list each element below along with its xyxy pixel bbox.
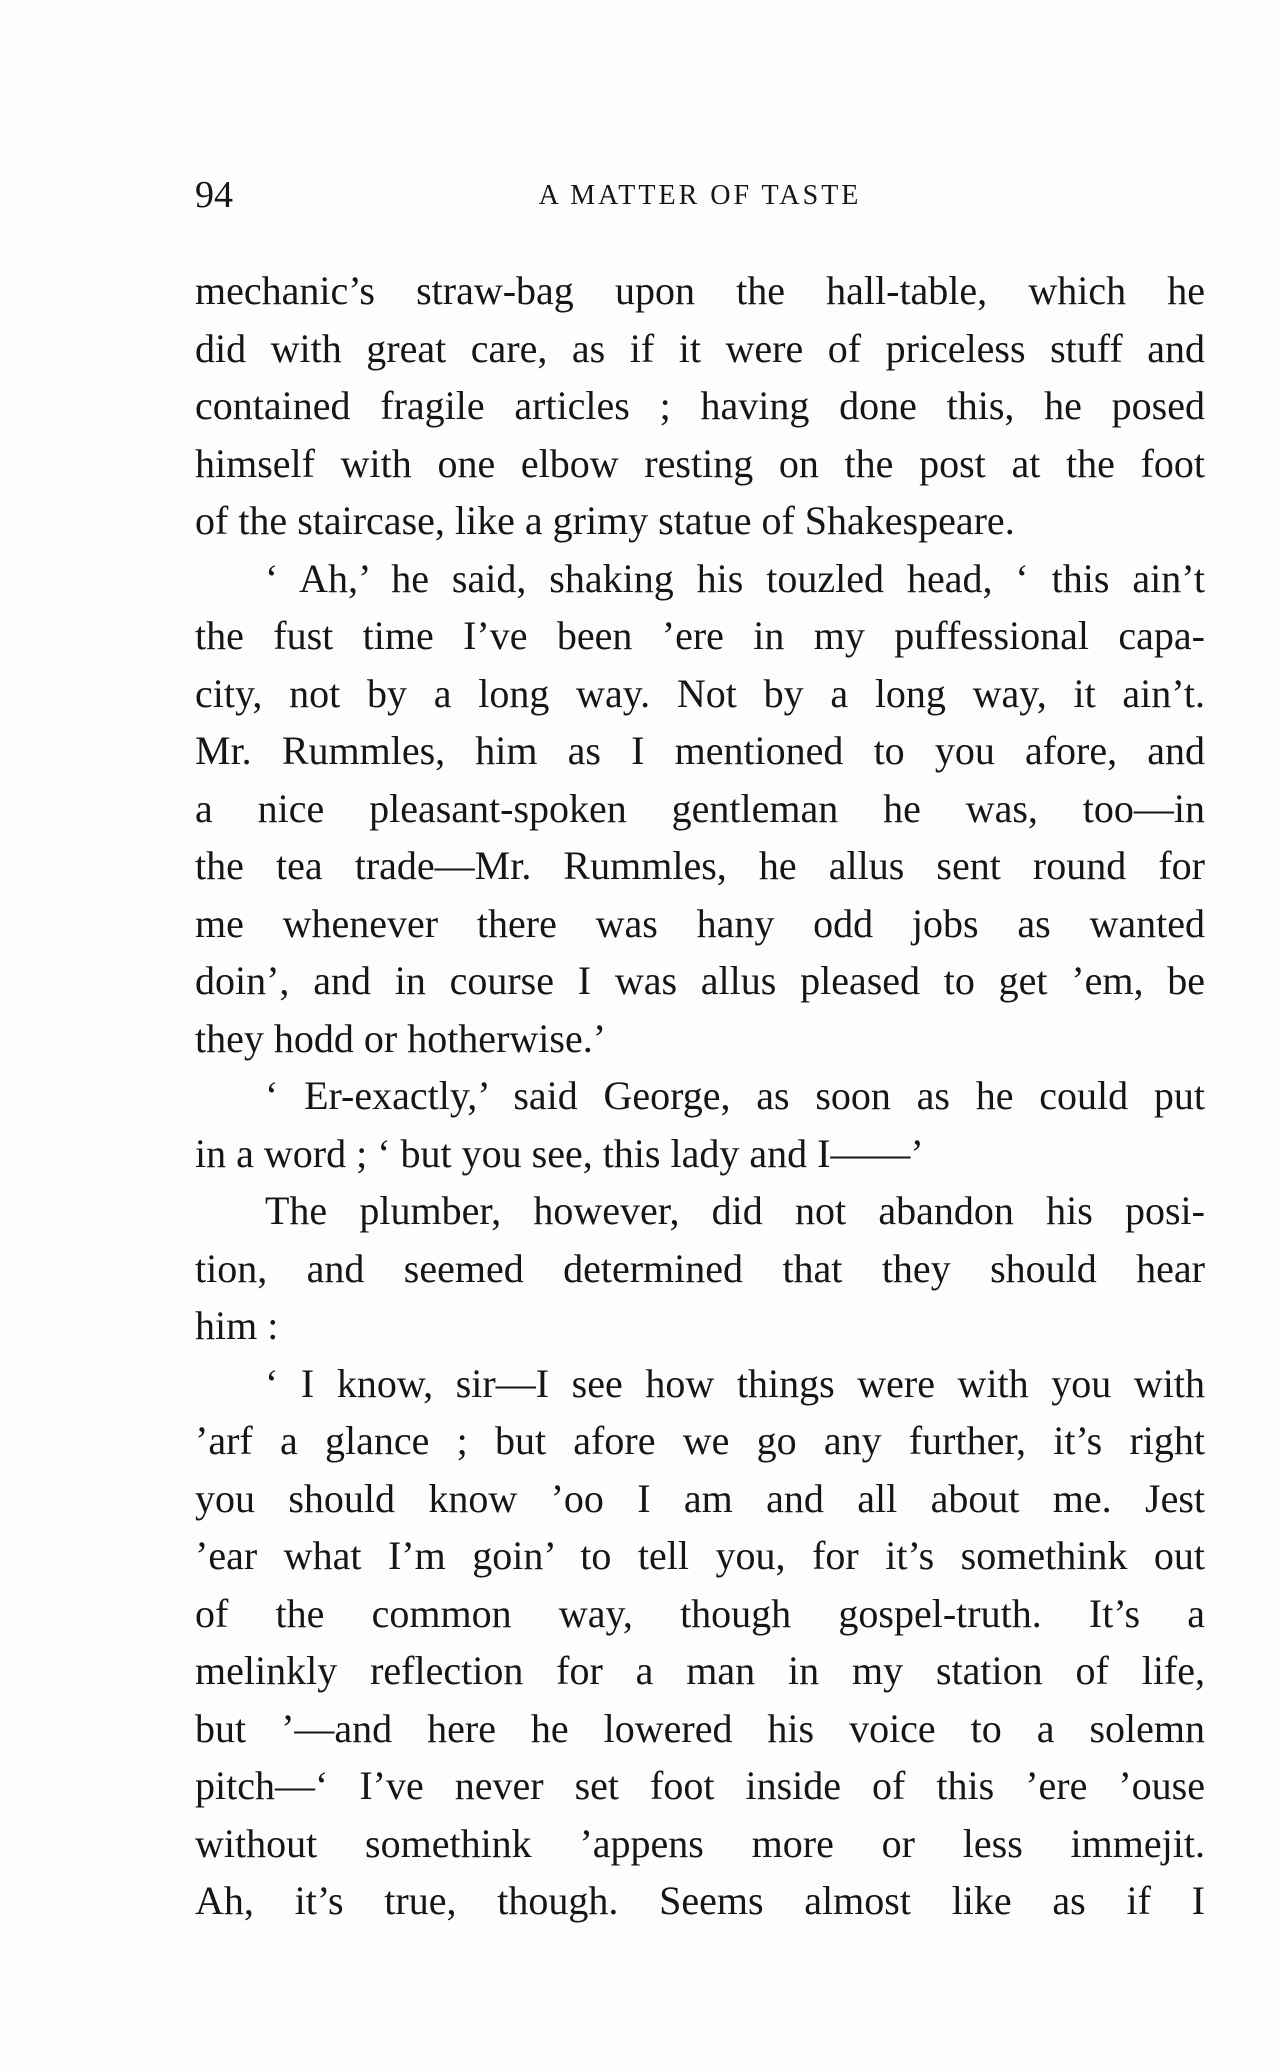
text-line: city, not by a long way. Not by a long way, it ain’t. — [195, 670, 1205, 716]
text-line: doin’, and in course I was allus pleased to get ’em, be — [195, 958, 1205, 1003]
text-line: him : — [195, 1303, 279, 1348]
text-line: but ’—and here he lowered his voice to a solemn — [195, 1705, 1205, 1751]
text-line: in a word ; ‘ but you see, this lady and I——’ — [195, 1130, 924, 1176]
paragraph-continuation — [195, 262, 1205, 550]
text-line: himself with one elbow resting on the post at the foot — [195, 440, 1205, 486]
text-line: the tea trade—Mr. Rummles, he allus sent round for — [195, 843, 1205, 888]
text-line: the fust time I’ve been ’ere in my puffessional capa- — [195, 613, 1205, 658]
text-line: ‘ Er-exactly,’ said George, as soon as he could put — [265, 1073, 1205, 1118]
text-line: ‘ I know, sir—I see how things were with you with — [265, 1360, 1205, 1406]
paragraph-george-reply — [195, 1067, 1205, 1182]
page-number: 94 — [195, 174, 233, 216]
paragraph-plumber-speech — [195, 550, 1205, 1068]
text-line: contained fragile articles ; having done this, he posed — [195, 383, 1205, 428]
text-line: mechanic’s straw-bag upon the hall-table, which he — [195, 268, 1205, 313]
running-title: A MATTER OF TASTE — [538, 180, 862, 211]
text-line: of the common way, though gospel-truth. It’s a — [195, 1590, 1205, 1636]
text-line: me whenever there was hany odd jobs as wanted — [195, 900, 1205, 946]
text-line: tion, and seemed determined that they should hear — [195, 1245, 1205, 1291]
text-line: without somethink ’appens more or less immejit. — [195, 1820, 1205, 1866]
paragraph-plumber-story — [195, 1355, 1205, 1930]
text-line: they hodd or hotherwise.’ — [195, 1015, 607, 1061]
text-line: you should know ’oo I am and all about me. Jest — [195, 1475, 1205, 1521]
text-line: Ah, it’s true, though. Seems almost like as if I — [195, 1878, 1205, 1923]
paragraph-plumber-persists — [195, 1182, 1205, 1355]
text-line: a nice pleasant-spoken gentleman he was, too—in — [195, 785, 1205, 831]
text-line: ’ear what I’m goin’ to tell you, for it’s somethink out — [195, 1533, 1205, 1578]
text-line: did with great care, as if it were of priceless stuff and — [195, 325, 1205, 371]
text-line: melinkly reflection for a man in my station of life, — [195, 1648, 1205, 1693]
text-line: The plumber, however, did not abandon his posi- — [265, 1188, 1205, 1233]
running-head — [195, 172, 1205, 218]
text-line: Mr. Rummles, him as I mentioned to you afore, and — [195, 728, 1205, 773]
text-line: ‘ Ah,’ he said, shaking his touzled head, ‘ this ain’t — [265, 555, 1205, 601]
body-text — [195, 262, 1205, 1930]
text-line: ’arf a glance ; but afore we go any further, it’s right — [195, 1418, 1205, 1463]
text-line: pitch—‘ I’ve never set foot inside of this ’ere ’ouse — [195, 1763, 1205, 1808]
text-line: of the staircase, like a grimy statue of Shakespeare. — [195, 498, 1015, 543]
